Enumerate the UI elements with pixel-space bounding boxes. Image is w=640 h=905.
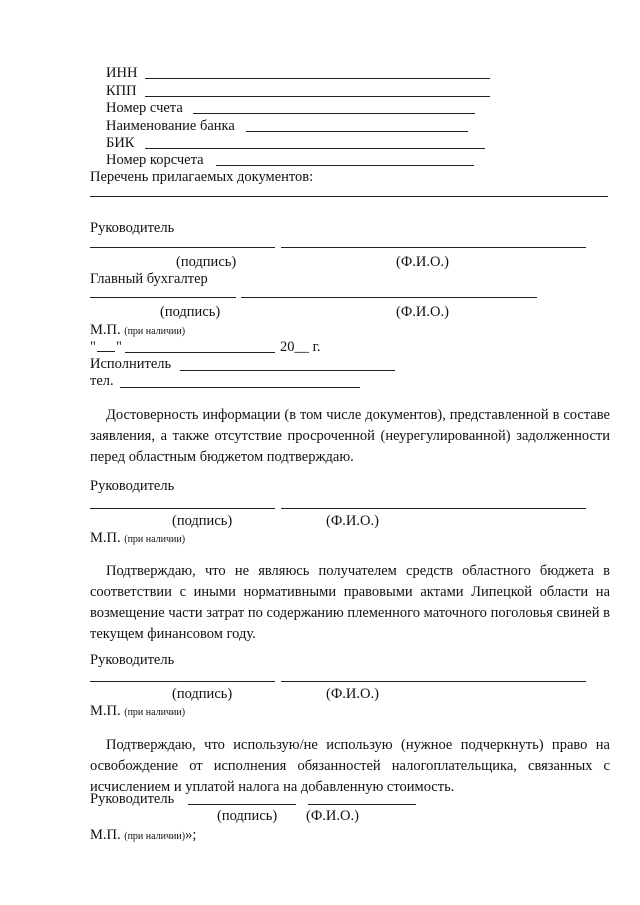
stamp-mp: М.П.: [90, 322, 121, 338]
bik-field-line: [145, 148, 485, 149]
bank-name-field-line: [246, 131, 468, 132]
stamp-mp: М.П.: [90, 827, 121, 843]
closing-quote: »;: [185, 827, 197, 843]
sign-caption-4: (подпись): [172, 686, 233, 702]
head-label-4: Руководитель: [90, 791, 175, 807]
bik-label: БИК: [106, 135, 135, 151]
sign-caption-2: (подпись): [160, 304, 221, 320]
head-fio-line-1: [281, 247, 586, 248]
docs-list-label: Перечень прилагаемых документов:: [90, 169, 314, 185]
kpp-field-line: [145, 96, 490, 97]
accountant-sign-line: [90, 297, 236, 298]
inn-label: ИНН: [106, 65, 138, 81]
executor-label: Исполнитель: [90, 356, 172, 372]
not-recipient-paragraph: Подтверждаю, что не являюсь получателем средств областного бюджета в соответствии с иными нормативными правовыми актами Липецкой области на возмещение части затрат по содержанию племенного маточного поголовья свиней в текущем финансовом году.: [90, 563, 610, 642]
stamp-note: (при наличии): [124, 831, 186, 842]
head-sign-line-2: [90, 508, 275, 509]
sign-caption-3: (подпись): [172, 513, 233, 529]
stamp-mp: М.П.: [90, 530, 121, 546]
fio-caption-2: (Ф.И.О.): [396, 304, 449, 320]
stamp-label-2: [90, 530, 185, 548]
executor-field-line: [180, 370, 395, 371]
head-fio-line-4: [308, 804, 416, 805]
date-month-line: [125, 352, 275, 353]
accountant-label: Главный бухгалтер: [90, 271, 208, 287]
date-year: 20__ г.: [280, 339, 321, 355]
phone-field-line: [120, 387, 360, 388]
fio-caption-4: (Ф.И.О.): [326, 686, 379, 702]
stamp-note: (при наличии): [124, 707, 186, 718]
head-fio-line-2: [281, 508, 586, 509]
docs-list-field-line: [90, 196, 608, 197]
inn-field-line: [145, 78, 490, 79]
head-label-3: Руководитель: [90, 652, 175, 668]
date-quote-close: ": [116, 339, 122, 355]
vat-exemption-paragraph: Подтверждаю, что использую/не использую (нужное подчеркнуть) право на освобождение от исполнения обязанностей налогоплательщика, связанных с исчислением и уплатой налога на добавленную стоимость.: [90, 737, 610, 795]
sign-caption-1: (подпись): [176, 254, 237, 270]
stamp-note: (при наличии): [124, 326, 186, 337]
stamp-note: (при наличии): [124, 534, 186, 545]
head-label-1: Руководитель: [90, 220, 175, 236]
head-sign-line-1: [90, 247, 275, 248]
head-sign-line-3: [90, 681, 275, 682]
date-quote-open: ": [90, 339, 96, 355]
account-label: Номер счета: [106, 100, 183, 116]
date-day-line: [97, 351, 115, 352]
sign-caption-5: (подпись): [217, 808, 278, 824]
fio-caption-3: (Ф.И.О.): [326, 513, 379, 529]
head-fio-line-3: [281, 681, 586, 682]
bank-name-label: Наименование банка: [106, 118, 235, 134]
corr-account-label: Номер корсчета: [106, 152, 204, 168]
account-field-line: [193, 113, 475, 114]
stamp-label-3: [90, 703, 185, 721]
head-label-2: Руководитель: [90, 478, 175, 494]
stamp-label-1: [90, 322, 185, 340]
fio-caption-1: (Ф.И.О.): [396, 254, 449, 270]
fio-caption-5: (Ф.И.О.): [306, 808, 359, 824]
corr-account-field-line: [216, 165, 474, 166]
phone-label: тел.: [90, 373, 114, 389]
reliability-paragraph: Достоверность информации (в том числе документов), представленной в составе заявления, а также отсутствие просроченной (неурегулированной) задолженности перед областным бюджетом подтверждаю.: [90, 407, 610, 465]
accountant-fio-line: [241, 297, 537, 298]
kpp-label: КПП: [106, 83, 137, 99]
head-sign-line-4: [188, 804, 296, 805]
stamp-label-4: [90, 827, 196, 845]
stamp-mp: М.П.: [90, 703, 121, 719]
